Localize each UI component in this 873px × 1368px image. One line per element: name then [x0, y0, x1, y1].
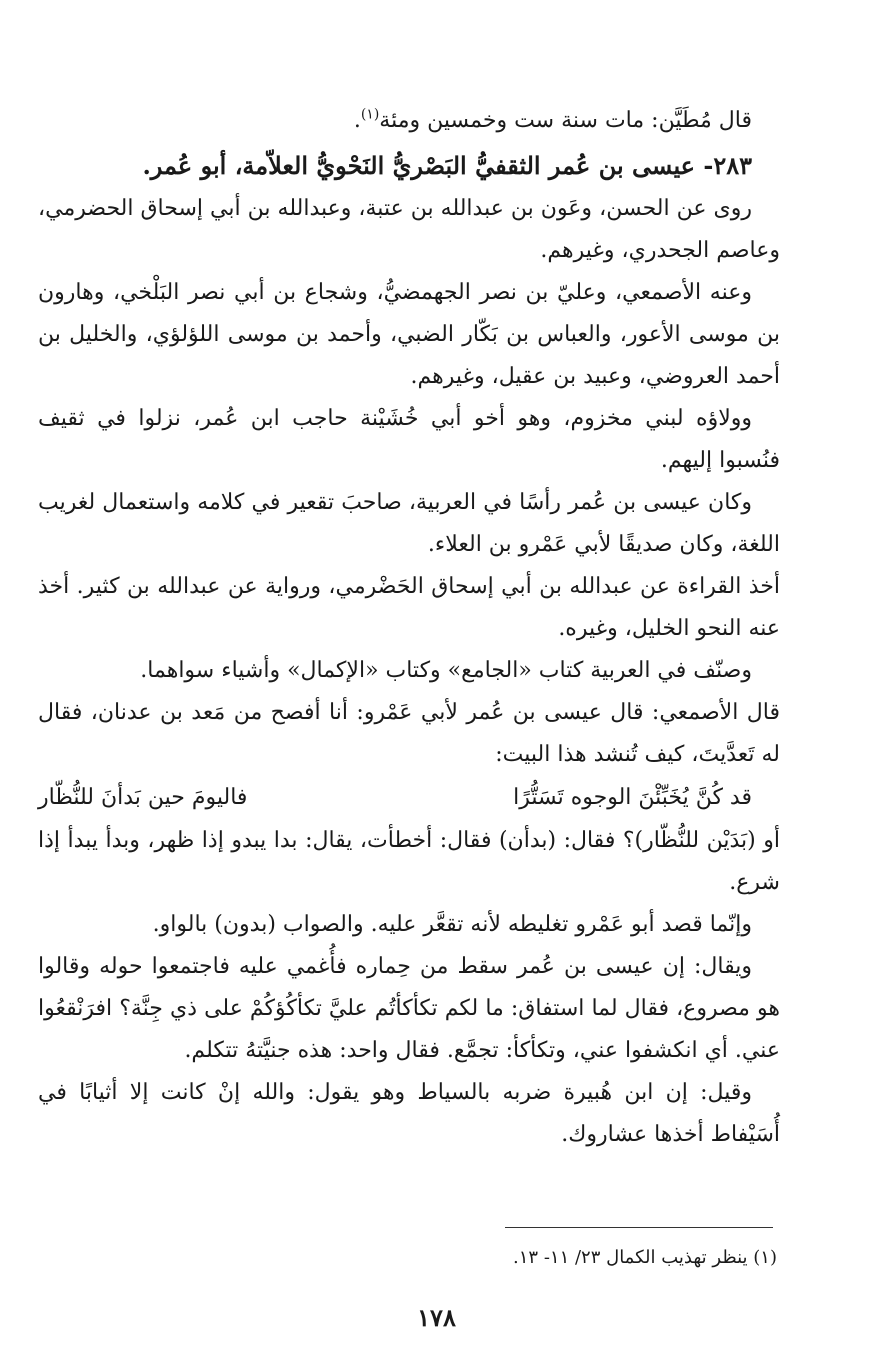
paragraph-intent: وإنّما قصد أبو عَمْرو تغليطه لأنه تقعَّر عليه. والصواب (بدون) بالواو. — [152, 912, 752, 937]
biography-heading — [38, 144, 780, 188]
paragraph-works: وصنّف في العربية كتاب «الجامع» وكتاب «الإكمال» وأشياء سواهما. — [140, 658, 752, 683]
paragraph-lineage: وولاؤه لبني مخزوم، وهو أخو أبي خُشَيْنة حاجب ابن عُمر، نزلوا في ثقيف فنُسبوا إليهم. — [38, 406, 780, 473]
page-body — [38, 100, 780, 1156]
paragraph-students: وعنه الأصمعي، وعليّ بن نصر الجهمضيُّ، وشجاع بن أبي نصر البَلْخي، وهارون بن موسى الأعور، والعباس بن بَكّار الضبي، وأحمد بن موسى اللؤلؤي، والخليل بن أحمد العروضي، وعبيد بن عقيل، وغيرهم. — [38, 280, 780, 389]
biography-number: ٢٨٣- — [703, 151, 752, 180]
opening-line — [38, 100, 780, 142]
footnote — [37, 1244, 777, 1272]
page-number: ١٧٨ — [417, 1303, 456, 1332]
opening-line-end: . — [353, 108, 361, 133]
paragraph-reading: أخذ القراءة عن عبدالله بن أبي إسحاق الحَضْرمي، ورواية عن عبدالله بن كثير. أخذ عنه النحو الخليل، وغيره. — [38, 574, 780, 641]
paragraph-flogging: وقيل: إن ابن هُبيرة ضربه بالسياط وهو يقول: والله إنْ كانت إلا أثيابًا في أُسَيْفاط أخذها عشاروك. — [38, 1080, 780, 1147]
paragraph-anecdote: ويقال: إن عيسى بن عُمر سقط من حِماره فأُغمي عليه فاجتمعوا حوله وقالوا هو مصروع، فقال لما استفاق: ما لكم تكأكأتُم عليَّ تكأكُؤكُمْ على ذي جِنَّة؟ افرَنْقعُوا عني. أي انكشفوا عني، وتكأكأ: تجمَّع. فقال واحد: هذه جنيَّتهُ تتكلم. — [38, 954, 780, 1063]
paragraph-asmai: قال الأصمعي: قال عيسى بن عُمر لأبي عَمْرو: أنا أفصح من مَعد بن عدنان، فقال له تَعدَّيتَ، كيف تُنشد هذا البيت: — [38, 700, 780, 767]
opening-line-text: قال مُطَيَّن: مات سنة ست وخمسين ومئة — [379, 108, 752, 133]
paragraph-reputation: وكان عيسى بن عُمر رأسًا في العربية، صاحبَ تقعير في كلامه واستعمال لغريب اللغة، وكان صديقًا لأبي عَمْرو بن العلاء. — [38, 490, 780, 557]
paragraph-teachers: روى عن الحسن، وعَون بن عبدالله بن عتبة، وعبدالله بن أبي إسحاق الحضرمي، وعاصم الجحدري، وغيرهم. — [38, 196, 780, 263]
verse-first-hemistich: قد كُنَّ يُخَبِّئْنَ الوجوه تَسَتُّرًا — [513, 785, 752, 810]
footnote-text: ينظر تهذيب الكمال ٢٣/ ١١- ١٣. — [513, 1247, 748, 1268]
footnote-number: (١) — [753, 1247, 777, 1268]
footnote-divider — [505, 1227, 773, 1228]
biography-name: عيسى بن عُمر الثقفيُّ البَصْريُّ النَحْويُّ العلاّمة، أبو عُمر. — [142, 151, 695, 180]
verse-second-hemistich: فاليومَ حين بَدأنَ للنُّظّار — [38, 785, 248, 810]
poetry-verse — [38, 776, 780, 820]
footnote-reference: (١) — [360, 106, 380, 123]
paragraph-correction: أو (بَدَيْن للنُّظّار)؟ فقال: (بدأن) فقال: أخطأت، يقال: بدا يبدو إذا ظهر، وبدأ يبدأ إذا شرع. — [38, 828, 780, 895]
